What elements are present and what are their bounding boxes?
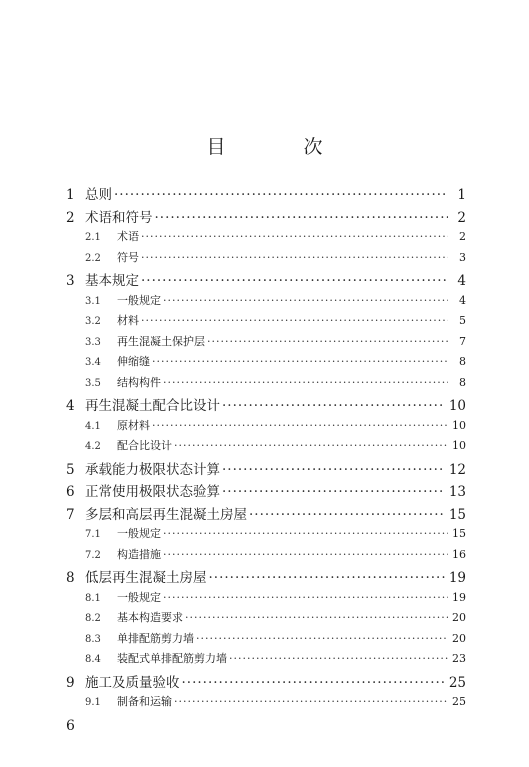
toc-entry-page: 13: [448, 484, 466, 500]
toc-chapter-row: [66, 206, 466, 229]
toc-entry-number: 3.1: [85, 295, 101, 307]
toc-entry-page: 7: [459, 334, 466, 348]
toc-entry-number: 3.5: [85, 377, 101, 389]
toc-entry-page: 4: [457, 273, 466, 289]
toc-section-row: [66, 312, 466, 333]
toc-chapter-row: [66, 671, 466, 694]
toc-entry-page: 23: [452, 652, 466, 665]
toc-entry-title: 单排配筋剪力墙: [117, 631, 194, 645]
toc-entry-title: 制备和运输: [117, 695, 172, 708]
toc-leader-dots: [185, 611, 448, 624]
toc-leader-dots: [155, 210, 449, 226]
toc-entry-page: 8: [459, 375, 466, 389]
toc-entry-title: 材料: [117, 314, 139, 327]
toc-entry-title: 多层和高层再生混凝土房屋: [85, 506, 247, 523]
toc-entry-page: 2: [457, 209, 466, 226]
toc-entry-number: 9: [66, 674, 75, 691]
toc-entry-page: 4: [459, 293, 466, 307]
toc-entry-page: 3: [459, 250, 466, 264]
toc-entry-page: 19: [452, 590, 466, 604]
toc-entry-title: 再生混凝土配合比设计: [85, 398, 220, 414]
toc-entry-number: 2.1: [85, 232, 101, 243]
toc-chapter-row: [66, 458, 466, 481]
toc-leader-dots: [174, 439, 448, 452]
toc-chapter-row: [66, 269, 466, 292]
toc-entry-number: 3.3: [85, 336, 101, 348]
toc-entry-page: 15: [452, 527, 466, 540]
toc-section-row: [66, 525, 466, 546]
toc-entry-page: 8: [459, 355, 466, 368]
toc-entry-title: 装配式单排配筋剪力墙: [117, 652, 227, 665]
toc-section-row: [66, 609, 466, 630]
toc-leader-dots: [163, 376, 448, 389]
toc-entry-number: 8.2: [85, 613, 101, 624]
toc-chapter-row: [66, 183, 466, 206]
toc-section-row: [66, 249, 466, 270]
toc-entry-page: 1: [457, 187, 466, 203]
toc-leader-dots: [152, 419, 448, 432]
toc-chapter-row: [66, 566, 466, 589]
toc-entry-page: 20: [452, 611, 466, 624]
toc-leader-dots: [249, 507, 445, 523]
toc-leader-dots: [152, 355, 448, 368]
toc-entry-number: 8: [66, 570, 75, 586]
toc-entry-number: 3.2: [85, 316, 101, 327]
toc-entry-title: 正常使用极限状态验算: [85, 484, 220, 500]
toc-leader-dots: [141, 273, 448, 289]
toc-entry-title: 术语和符号: [85, 209, 153, 226]
toc-entry-number: 2: [66, 209, 75, 226]
toc-entry-number: 8.1: [85, 592, 101, 604]
toc-section-row: [66, 650, 466, 671]
toc-entry-page: 25: [452, 695, 466, 708]
toc-entry-number: 1: [66, 187, 75, 203]
toc-entry-title: 总则: [85, 187, 112, 203]
toc-section-row: [66, 292, 466, 313]
toc-section-row: [66, 333, 466, 354]
toc-section-row: [66, 353, 466, 374]
toc-entry-page: 20: [452, 631, 466, 645]
toc-entry-title: 承载能力极限状态计算: [85, 461, 220, 478]
toc-entry-title: 符号: [117, 250, 139, 264]
toc-leader-dots: [163, 527, 448, 540]
toc-entry-title: 低层再生混凝土房屋: [85, 570, 207, 586]
toc-entry-title: 一般规定: [117, 293, 161, 307]
toc-entry-page: 2: [459, 230, 466, 243]
toc-section-row: [66, 437, 466, 458]
toc-entry-title: 配合比设计: [117, 439, 172, 452]
toc-entry-number: 3: [66, 273, 75, 289]
toc-entry-title: 构造措施: [117, 547, 161, 561]
toc-entry-title: 施工及质量验收: [85, 674, 180, 691]
toc-entry-number: 4: [66, 398, 75, 414]
toc-leader-dots: [229, 652, 448, 665]
toc-section-row: [66, 630, 466, 651]
toc-entry-page: 25: [448, 674, 466, 691]
toc-entry-title: 基本规定: [85, 273, 139, 289]
toc-entry-number: 3.4: [85, 357, 101, 368]
toc-entry-number: 6: [66, 484, 75, 500]
toc-entry-title: 一般规定: [117, 590, 161, 604]
toc-entry-page: 15: [448, 506, 466, 523]
toc-leader-dots: [141, 314, 448, 327]
toc-chapter-row: [66, 503, 466, 526]
toc-entry-number: 7: [66, 506, 75, 523]
toc-leader-dots: [207, 335, 448, 348]
toc-entry-page: 5: [459, 314, 466, 327]
toc-entry-page: 10: [452, 439, 466, 452]
toc-entry-page: 19: [448, 570, 466, 586]
toc-leader-dots: [163, 294, 448, 307]
toc-entry-title: 再生混凝土保护层: [117, 334, 205, 348]
table-of-contents: [66, 183, 466, 714]
toc-entry-number: 5: [66, 461, 75, 478]
toc-leader-dots: [163, 548, 448, 561]
toc-entry-number: 9.1: [85, 697, 101, 708]
toc-entry-number: 4.2: [85, 441, 101, 452]
toc-entry-number: 2.2: [85, 252, 101, 264]
toc-entry-number: 7.2: [85, 549, 101, 561]
toc-section-row: [66, 546, 466, 567]
toc-leader-dots: [114, 187, 448, 203]
toc-leader-dots: [222, 398, 445, 414]
toc-entry-title: 术语: [117, 230, 139, 243]
toc-chapter-row: [66, 480, 466, 503]
toc-leader-dots: [209, 570, 445, 586]
toc-entry-page: 12: [448, 461, 466, 478]
toc-entry-number: 8.3: [85, 633, 101, 645]
toc-section-row: [66, 693, 466, 714]
toc-leader-dots: [222, 462, 445, 478]
toc-leader-dots: [196, 632, 448, 645]
toc-entry-page: 10: [452, 418, 466, 432]
toc-leader-dots: [174, 695, 448, 708]
toc-leader-dots: [141, 230, 448, 243]
toc-chapter-row: [66, 394, 466, 417]
toc-entry-page: 10: [448, 398, 466, 414]
toc-leader-dots: [222, 484, 445, 500]
toc-entry-title: 伸缩缝: [117, 355, 150, 368]
toc-entry-number: 4.1: [85, 420, 101, 432]
toc-section-row: [66, 417, 466, 438]
toc-title: 目 次: [206, 136, 359, 158]
toc-entry-title: 一般规定: [117, 527, 161, 540]
toc-leader-dots: [182, 675, 445, 691]
toc-entry-page: 16: [452, 547, 466, 561]
toc-section-row: [66, 589, 466, 610]
toc-entry-number: 7.1: [85, 529, 101, 540]
toc-section-row: [66, 228, 466, 249]
toc-leader-dots: [141, 251, 448, 264]
toc-leader-dots: [163, 591, 448, 604]
toc-entry-title: 结构构件: [117, 375, 161, 389]
toc-section-row: [66, 374, 466, 395]
toc-entry-title: 原材料: [117, 418, 150, 432]
toc-entry-title: 基本构造要求: [117, 611, 183, 624]
page-number: 6: [66, 718, 75, 734]
toc-entry-number: 8.4: [85, 654, 101, 665]
